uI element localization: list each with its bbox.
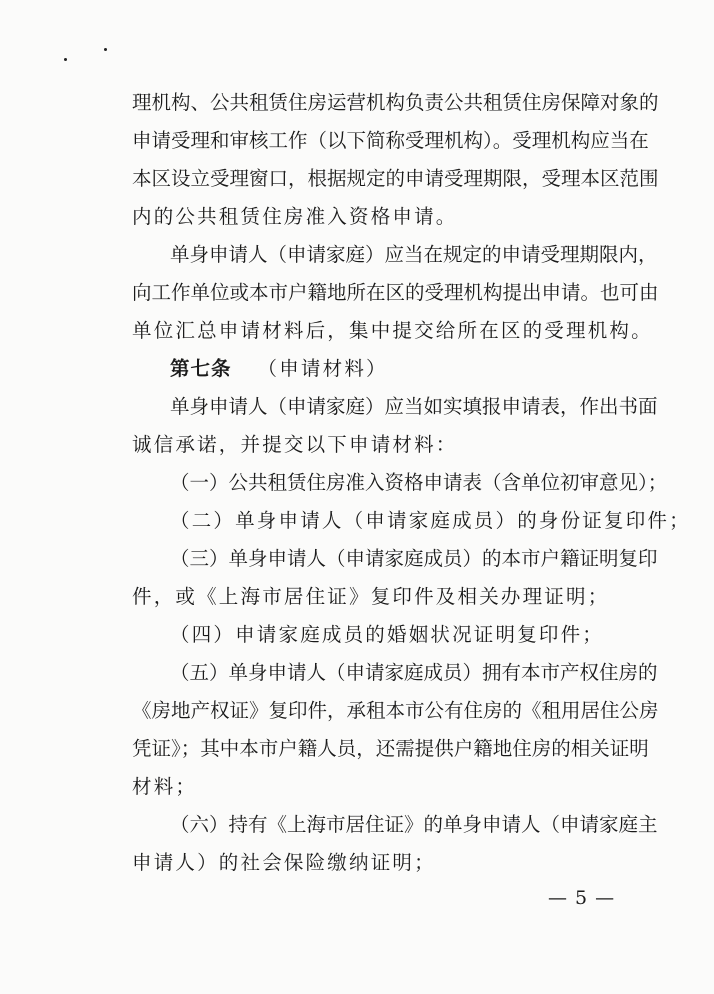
article-heading	[170, 356, 632, 382]
page-number: — 5 —	[548, 887, 616, 909]
paragraph-line: 本区设立受理窗口，根据规定的申请受理期限，受理本区范围	[132, 167, 659, 190]
list-item: （二）单身申请人（申请家庭成员）的身份证复印件；	[170, 509, 691, 532]
paragraph-line: 件，或《上海市居住证》复印件及相关办理证明；	[132, 585, 610, 608]
paragraph-line: 材料；	[132, 775, 198, 798]
list-item: （四）申请家庭成员的婚姻状况证明复印件；	[170, 623, 605, 646]
paragraph-line: 单位汇总申请材料后，集中提交给所在区的受理机构。	[132, 319, 653, 342]
paragraph-line: 单身申请人（申请家庭）应当在规定的申请受理期限内，	[170, 243, 658, 266]
paragraph-line: 内的公共租赁住房准入资格申请。	[132, 205, 458, 228]
paragraph-line: 单身申请人（申请家庭）应当如实填报申请表，作出书面	[170, 395, 658, 418]
paragraph-line: 《房地产权证》复印件，承租本市公有住房的《租用居住公房	[132, 699, 659, 722]
article-number: 第七条	[170, 357, 232, 380]
scan-speck	[104, 48, 107, 51]
paragraph-line: 理机构、公共租赁住房运营机构负责公共租赁住房保障对象的	[132, 91, 659, 114]
paragraph-line: 申请受理和审核工作（以下简称受理机构）。受理机构应当在	[132, 129, 649, 152]
list-item: （五）单身申请人（申请家庭成员）拥有本市产权住房的	[170, 661, 658, 684]
list-item: （三）单身申请人（申请家庭成员）的本市户籍证明复印	[170, 547, 658, 570]
paragraph-line: 申请人）的社会保险缴纳证明；	[132, 851, 436, 874]
article-title: （申请材料）	[257, 357, 388, 380]
paragraph-line: 凭证》；其中本市户籍人员，还需提供户籍地住房的相关证明	[132, 737, 649, 760]
paragraph-line: 向工作单位或本市户籍地所在区的受理机构提出申请。也可由	[132, 281, 659, 304]
paragraph-line: 诚信承诺，并提交以下申请材料：	[132, 433, 458, 456]
list-item: （一）公共租赁住房准入资格申请表（含单位初审意见）；	[170, 471, 668, 494]
scan-speck	[64, 58, 67, 61]
list-item: （六）持有《上海市居住证》的单身申请人（申请家庭主	[170, 813, 658, 836]
